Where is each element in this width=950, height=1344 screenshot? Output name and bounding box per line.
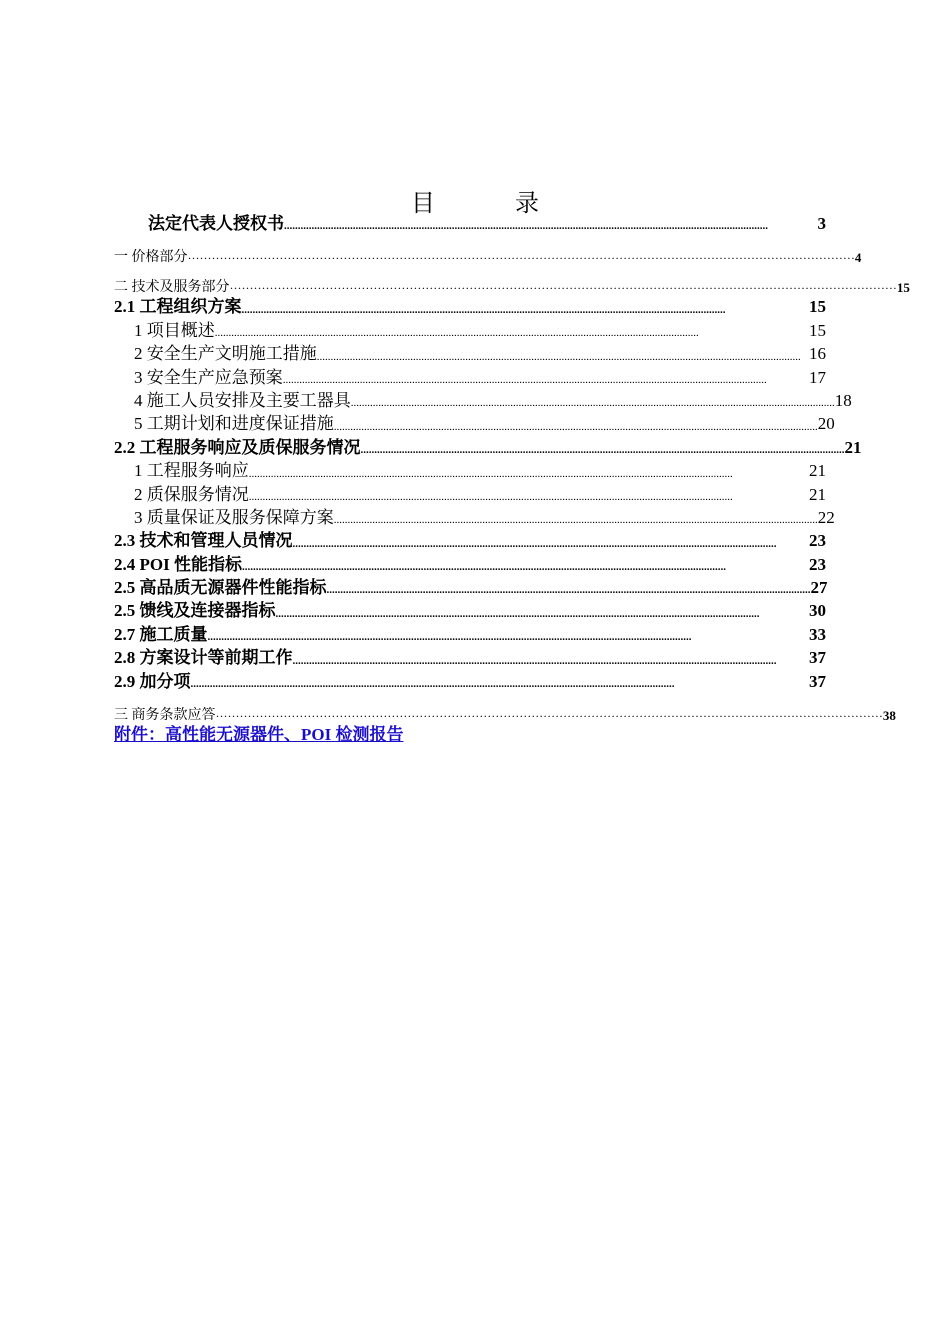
toc-dot-leader: ................................................................................................................................................................................ bbox=[333, 420, 818, 433]
toc-entry-label: 2 质保服务情况 bbox=[134, 484, 249, 504]
toc-entry-page-number: 20 bbox=[817, 414, 835, 434]
toc-entry[interactable] bbox=[114, 553, 826, 576]
toc-entry[interactable] bbox=[114, 483, 826, 506]
toc-entry-label: 1 工程服务响应 bbox=[134, 461, 249, 481]
toc-entry-label: 2.3 技术和管理人员情况 bbox=[114, 531, 293, 551]
toc-entry[interactable] bbox=[114, 459, 826, 482]
toc-entry[interactable] bbox=[114, 412, 835, 435]
toc-dot-leader: ................................................................................................................................................................................ bbox=[350, 397, 835, 410]
toc-dot-leader: ................................................................................................................................................................................ bbox=[241, 303, 726, 316]
toc-entry-label: 2.7 施工质量 bbox=[114, 624, 208, 644]
toc-entry-label: 1 项目概述 bbox=[134, 320, 215, 340]
toc-entry-page-number: 37 bbox=[809, 648, 826, 668]
toc-entry-label: 一 价格部分 bbox=[114, 250, 188, 266]
toc-entry-page-number: 22 bbox=[817, 507, 835, 527]
toc-entry-label: 4 施工人员安排及主要工器具 bbox=[134, 390, 351, 410]
toc-entry-label: 2.5 高品质无源器件性能指标 bbox=[114, 578, 327, 598]
toc-entry[interactable] bbox=[114, 529, 826, 552]
toc-entry-page-number: 23 bbox=[809, 554, 826, 574]
toc-entry-label: 2.9 加分项 bbox=[114, 671, 191, 691]
toc-dot-leader: ······································································································································································· bbox=[215, 709, 883, 724]
toc-entry[interactable] bbox=[114, 389, 852, 412]
toc-entry[interactable] bbox=[114, 366, 826, 389]
toc-entry-label: 2.8 方案设计等前期工作 bbox=[114, 648, 293, 668]
toc-entry-page-number: 38 bbox=[882, 708, 896, 724]
toc-entry-page-number: 4 bbox=[854, 250, 862, 266]
toc-dot-leader: ................................................................................................................................................................................ bbox=[360, 444, 845, 457]
toc-dot-leader: ................................................................................................................................................................................ bbox=[292, 537, 777, 550]
toc-dot-leader: ................................................................................................................................................................................ bbox=[190, 678, 675, 691]
toc-entry-page-number: 30 bbox=[809, 601, 826, 621]
toc-entry-page-number: 15 bbox=[809, 320, 826, 340]
toc-entry-label: 法定代表人授权书 bbox=[148, 213, 284, 233]
toc-entry[interactable] bbox=[114, 646, 826, 669]
toc-entry-label: 3 质量保证及服务保障方案 bbox=[134, 507, 334, 527]
toc-entry[interactable] bbox=[114, 265, 910, 296]
toc-entry-label: 2.1 工程组织方案 bbox=[114, 297, 242, 317]
toc-entry[interactable] bbox=[114, 295, 826, 318]
toc-entry-page-number: 21 bbox=[809, 461, 826, 481]
toc-entry-page-number: 3 bbox=[817, 213, 826, 233]
toc-entry[interactable] bbox=[114, 235, 862, 266]
toc-entry-label: 2.5 馈线及连接器指标 bbox=[114, 601, 276, 621]
toc-dot-leader: ······································································································································································· bbox=[229, 281, 897, 296]
toc-entry-label: 2 安全生产文明施工措施 bbox=[134, 344, 317, 364]
toc-entry-page-number: 17 bbox=[809, 367, 826, 387]
toc-dot-leader: ................................................................................................................................................................................ bbox=[241, 561, 726, 574]
attachment-link[interactable]: 附件：高性能无源器件、POI 检测报告 bbox=[114, 725, 404, 745]
toc-entry-page-number: 27 bbox=[810, 578, 828, 598]
toc-entry-page-number: 15 bbox=[896, 280, 910, 296]
toc-dot-leader: ................................................................................................................................................................................ bbox=[207, 631, 692, 644]
toc-entry[interactable] bbox=[114, 599, 826, 622]
toc-entry-label: 三 商务条款应答 bbox=[114, 708, 216, 724]
toc-entry[interactable] bbox=[114, 342, 826, 365]
page-title: 目 录 bbox=[411, 191, 567, 217]
toc-dot-leader: ................................................................................................................................................................................ bbox=[248, 467, 733, 480]
toc-entry-page-number: 23 bbox=[809, 531, 826, 551]
toc-dot-leader: ................................................................................................................................................................................ bbox=[326, 584, 811, 597]
toc-entry[interactable] bbox=[114, 623, 826, 646]
toc-dot-leader: ······································································································································································· bbox=[187, 251, 855, 266]
toc-entry[interactable] bbox=[114, 436, 862, 459]
toc-entry-page-number: 18 bbox=[834, 390, 852, 410]
toc-entry-page-number: 37 bbox=[809, 671, 826, 691]
toc-entry[interactable] bbox=[114, 212, 826, 235]
toc-dot-leader: ................................................................................................................................................................................ bbox=[248, 490, 733, 503]
toc-entry-label: 2.2 工程服务响应及质保服务情况 bbox=[114, 437, 361, 457]
table-of-contents bbox=[114, 212, 910, 747]
toc-entry-page-number: 16 bbox=[809, 344, 826, 364]
toc-entry[interactable] bbox=[114, 506, 835, 529]
toc-entry-page-number: 21 bbox=[809, 484, 826, 504]
toc-dot-leader: ................................................................................................................................................................................ bbox=[333, 514, 818, 527]
toc-entry-label: 3 安全生产应急预案 bbox=[134, 367, 283, 387]
toc-entry[interactable] bbox=[114, 576, 826, 599]
toc-dot-leader: ................................................................................................................................................................................ bbox=[316, 350, 801, 363]
toc-dot-leader: ................................................................................................................................................................................ bbox=[282, 373, 767, 386]
toc-entry-page-number: 15 bbox=[809, 297, 826, 317]
toc-entry[interactable] bbox=[114, 693, 896, 724]
toc-entry-label: 5 工期计划和进度保证措施 bbox=[134, 414, 334, 434]
toc-entry-page-number: 33 bbox=[809, 624, 826, 644]
toc-entry-label: 2.4 POI 性能指标 bbox=[114, 554, 242, 574]
toc-dot-leader: ................................................................................................................................................................................ bbox=[275, 607, 760, 620]
toc-dot-leader: ................................................................................................................................................................................ bbox=[214, 327, 699, 340]
toc-dot-leader: ................................................................................................................................................................................ bbox=[284, 220, 768, 233]
toc-entry-page-number: 21 bbox=[844, 437, 862, 457]
toc-entry[interactable] bbox=[114, 670, 826, 693]
toc-dot-leader: ................................................................................................................................................................................ bbox=[292, 654, 777, 667]
toc-entry[interactable] bbox=[114, 319, 826, 342]
toc-entry-label: 二 技术及服务部分 bbox=[114, 280, 230, 296]
